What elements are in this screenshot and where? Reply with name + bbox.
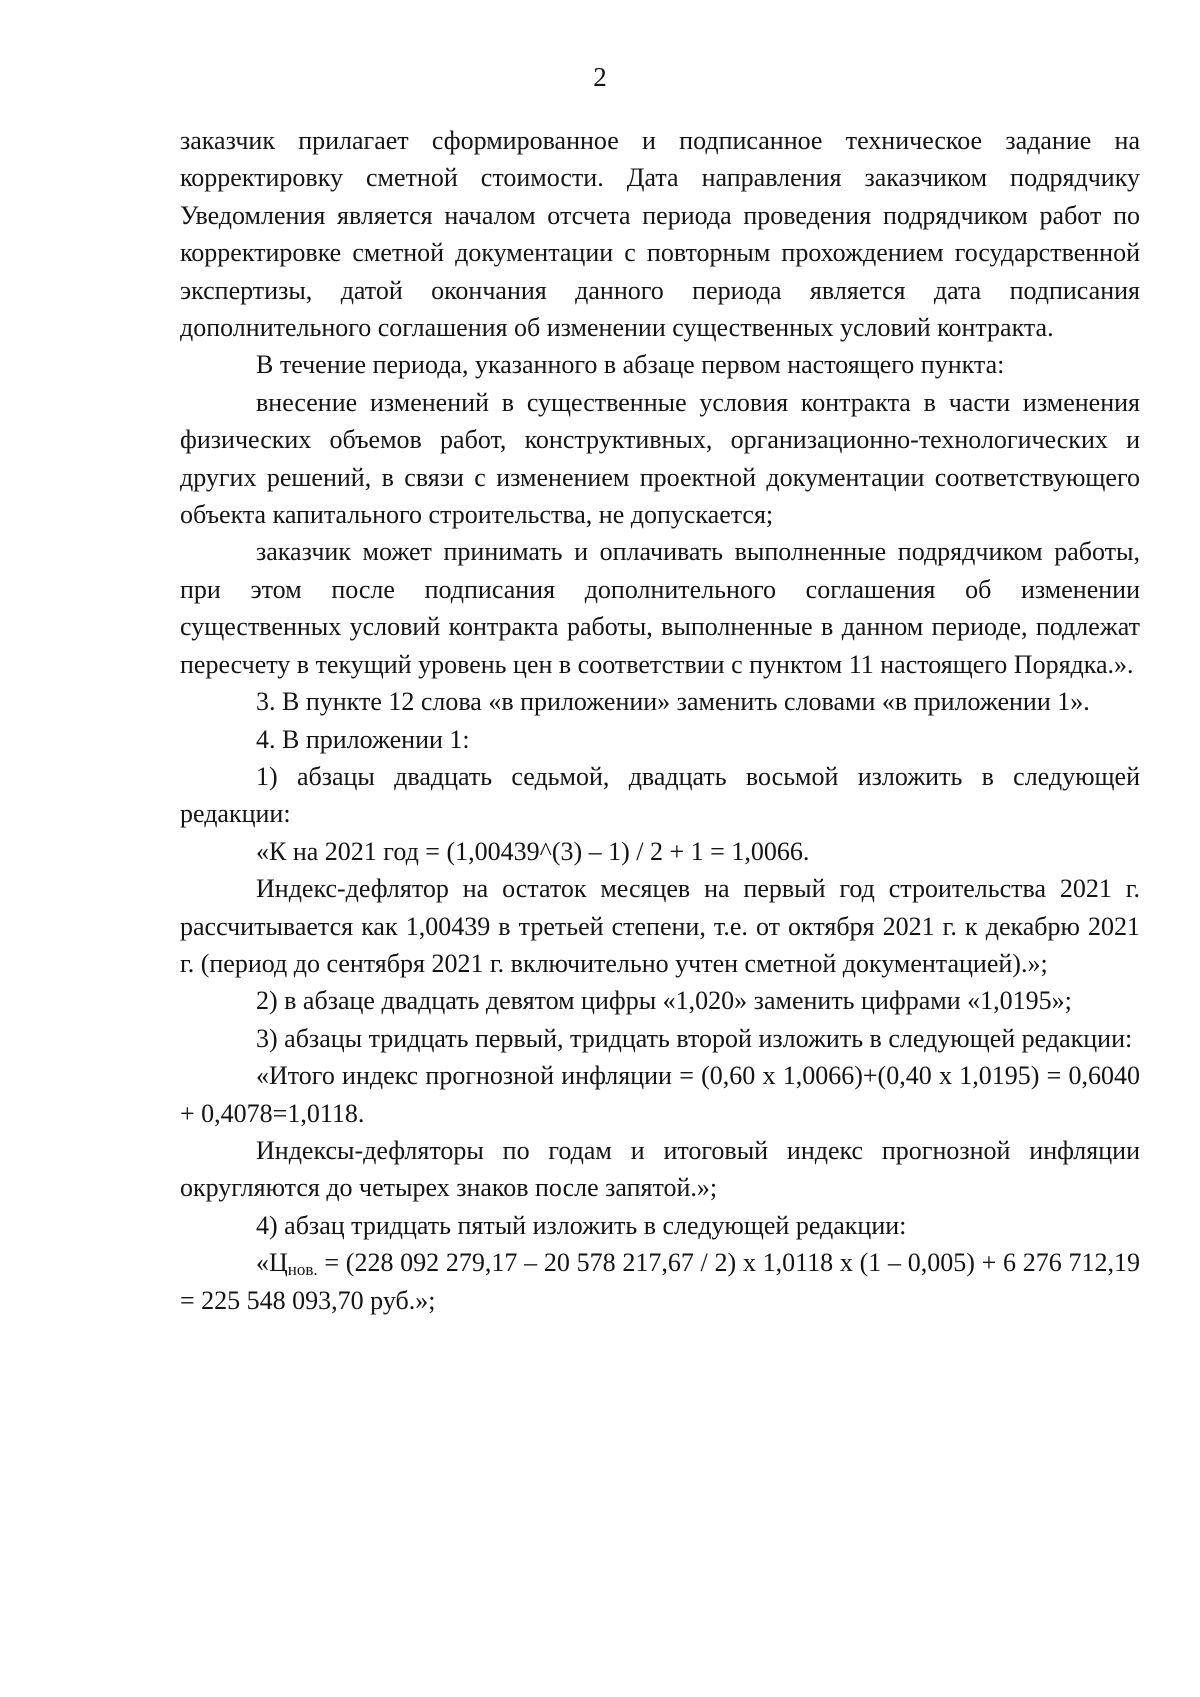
paragraph-1: заказчик прилагает сформированное и подписанное техническое задание на корректировку сметной стоимости. Дата направления заказчиком подрядчику Уведомления является началом отсчета периода проведения подрядчиком работ по корректировке сметной документации с повторным прохождением государственной экспертизы, датой окончания данного периода является дата подписания дополнительного соглашения об изменении существенных условий контракта. <box>180 126 1140 343</box>
paragraph-11: 3) абзацы тридцать первый, тридцать второй изложить в следующей редакции: <box>256 1023 1133 1053</box>
page-number: 2 <box>593 62 607 92</box>
paragraph-13: Индексы-дефляторы по годам и итоговый индекс прогнозной инфляции округляются до четырех знаков после запятой.»; <box>180 1135 1140 1203</box>
paragraph-7: 1) абзацы двадцать седьмой, двадцать восьмой изложить в следующей редакции: <box>180 761 1140 829</box>
paragraph-10: 2) в абзаце двадцать девятом цифры «1,020» заменить цифрами «1,0195»; <box>256 986 1072 1016</box>
paragraph-4: заказчик может принимать и оплачивать выполненные подрядчиком работы, при этом после подписания дополнительного соглашения об изменении существенных условий контракта работы, выполненные в данном периоде, подлежат пересчету в текущий уровень цен в соответствии с пунктом 11 настоящего Порядка.». <box>180 537 1140 679</box>
paragraph-2: В течение периода, указанного в абзаце первом настоящего пункта: <box>256 350 1005 380</box>
paragraph-12: «Итого индекс прогнозной инфляции = (0,60 х 1,0066)+(0,40 х 1,0195) = 0,6040 + 0,4078=1,0118. <box>180 1061 1140 1128</box>
paragraph-3: внесение изменений в существенные условия контракта в части изменения физических объемов работ, конструктивных, организационно-технологических и других решений, в связи с изменением проектной документации соответствующего объекта капитального строительства, не допускается; <box>180 387 1140 530</box>
paragraph-14: 4) абзац тридцать пятый изложить в следующей редакции: <box>256 1210 907 1240</box>
paragraph-5: 3. В пункте 12 слова «в приложении» заменить словами «в приложении 1». <box>256 687 1090 717</box>
formula-rest: = (228 092 279,17 – 20 578 217,67 / 2) х 1,0118 х (1 – 0,005) + 6 276 712,19 = 225 548 093,70 руб.»; <box>180 1248 1140 1315</box>
paragraph-6: 4. В приложении 1: <box>256 724 470 754</box>
formula-prefix: «Ц <box>256 1248 288 1278</box>
document-body <box>180 122 1140 1319</box>
paragraph-8: «К на 2021 год = (1,00439^(3) – 1) / 2 + 1 = 1,0066. <box>256 836 810 866</box>
price-formula <box>180 1244 1140 1319</box>
formula-subscript: нов. <box>287 1260 318 1280</box>
paragraph-9: Индекс-дефлятор на остаток месяцев на первый год строительства 2021 г. рассчитывается как 1,00439 в третьей степени, т.е. от октября 2021 г. к декабрю 2021 г. (период до сентября 2021 г. включительно учтен сметной документацией).»; <box>180 874 1140 978</box>
